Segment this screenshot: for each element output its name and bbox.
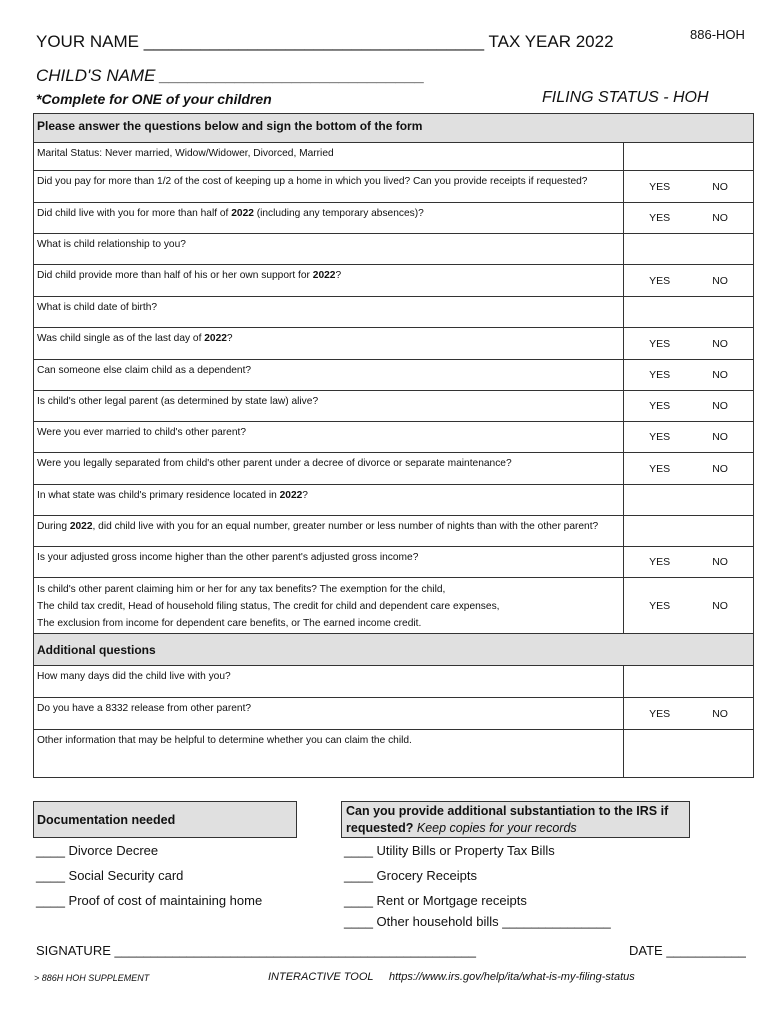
sub-item-utility-bills[interactable]: ____ Utility Bills or Property Tax Bills bbox=[344, 843, 555, 858]
table-row bbox=[34, 422, 754, 453]
filing-status-title: FILING STATUS - HOH bbox=[542, 89, 709, 106]
no-option[interactable]: NO bbox=[712, 369, 728, 381]
answer-field[interactable] bbox=[624, 730, 754, 778]
yes-option[interactable]: YES bbox=[649, 274, 671, 287]
answer-field[interactable] bbox=[624, 516, 754, 547]
table-row bbox=[34, 698, 754, 730]
table-row bbox=[34, 143, 754, 171]
footer-tool: INTERACTIVE TOOL bbox=[268, 971, 374, 983]
table-row bbox=[34, 730, 754, 778]
question-text: Do you have a 8332 release from other parent? bbox=[34, 698, 624, 730]
yes-option[interactable]: YES bbox=[649, 599, 671, 612]
question-text: Other information that may be helpful to determine whether you can claim the child. bbox=[34, 730, 624, 778]
table-row bbox=[34, 453, 754, 485]
table-row bbox=[34, 516, 754, 547]
form-id: 886-HOH bbox=[690, 27, 745, 42]
no-option[interactable]: NO bbox=[712, 599, 728, 612]
yes-no-field[interactable] bbox=[624, 360, 754, 391]
table-row bbox=[34, 666, 754, 698]
sub-item-grocery-receipts[interactable]: ____ Grocery Receipts bbox=[344, 868, 477, 883]
section-title: Please answer the questions below and sign the bottom of the form bbox=[34, 114, 754, 143]
footer-url[interactable]: https://www.irs.gov/help/ita/what-is-my-filing-status bbox=[389, 971, 635, 983]
answer-field[interactable] bbox=[624, 666, 754, 698]
no-option[interactable]: NO bbox=[712, 212, 728, 224]
question-text: How many days did the child live with you? bbox=[34, 666, 624, 698]
question-text: Marital Status: Never married, Widow/Widower, Divorced, Married bbox=[34, 143, 624, 171]
table-row bbox=[34, 265, 754, 297]
doc-item-social-security-card[interactable]: ____ Social Security card bbox=[36, 868, 184, 883]
answer-field[interactable] bbox=[624, 234, 754, 265]
yes-no-field[interactable] bbox=[624, 547, 754, 578]
yes-option[interactable]: YES bbox=[649, 556, 671, 568]
your-name-line[interactable]: YOUR NAME ____________________________________ TAX YEAR 2022 bbox=[36, 32, 614, 51]
question-text: Is child's other legal parent (as determined by state law) alive? bbox=[34, 391, 624, 422]
table-row bbox=[34, 203, 754, 234]
no-option[interactable]: NO bbox=[712, 400, 728, 412]
table-row bbox=[34, 485, 754, 516]
question-text: What is child relationship to you? bbox=[34, 234, 624, 265]
yes-no-field[interactable] bbox=[624, 578, 754, 634]
yes-option[interactable]: YES bbox=[649, 180, 671, 193]
no-option[interactable]: NO bbox=[712, 707, 728, 720]
question-text: Was child single as of the last day of 2022? bbox=[34, 328, 624, 360]
table-row bbox=[34, 547, 754, 578]
doc-item-proof-of-cost[interactable]: ____ Proof of cost of maintaining home bbox=[36, 893, 263, 908]
date-line[interactable]: DATE ___________ bbox=[629, 943, 746, 958]
table-row bbox=[34, 297, 754, 328]
yes-no-field[interactable] bbox=[624, 422, 754, 453]
answer-field[interactable] bbox=[624, 297, 754, 328]
yes-no-field[interactable] bbox=[624, 453, 754, 485]
yes-option[interactable]: YES bbox=[649, 462, 671, 475]
yes-option[interactable]: YES bbox=[649, 369, 671, 381]
doc-item-divorce-decree[interactable]: ____ Divorce Decree bbox=[36, 843, 159, 858]
yes-option[interactable]: YES bbox=[649, 431, 671, 443]
question-text: Is your adjusted gross income higher than the other parent's adjusted gross income? bbox=[34, 547, 624, 578]
documentation-needed-box: Documentation needed bbox=[33, 801, 297, 838]
question-text: During 2022, did child live with you for an equal number, greater number or less number of nights than with the other parent? bbox=[34, 516, 624, 547]
question-text: Is child's other parent claiming him or her for any tax benefits? The exemption for the child, The child tax credit, Head of household filing status, The credit for child and dependent care expenses, The exclusion from income for dependent care benefits, or The earned income credit. bbox=[34, 578, 624, 634]
question-text: Can someone else claim child as a dependent? bbox=[34, 360, 624, 391]
question-text: Were you legally separated from child's other parent under a decree of divorce or separate maintenance? bbox=[34, 453, 624, 485]
yes-option[interactable]: YES bbox=[649, 337, 671, 350]
yes-no-field[interactable] bbox=[624, 391, 754, 422]
table-row bbox=[34, 234, 754, 265]
sub-item-other-bills[interactable]: ____ Other household bills _______________ bbox=[344, 914, 611, 929]
section-title: Additional questions bbox=[34, 634, 754, 666]
answer-field[interactable] bbox=[624, 485, 754, 516]
question-text: Did child provide more than half of his or her own support for 2022? bbox=[34, 265, 624, 297]
no-option[interactable]: NO bbox=[712, 337, 728, 350]
table-row bbox=[34, 171, 754, 203]
question-text: In what state was child's primary residence located in 2022? bbox=[34, 485, 624, 516]
question-text: Did you pay for more than 1/2 of the cost of keeping up a home in which you lived? Can you provide receipts if requested? bbox=[34, 171, 624, 203]
no-option[interactable]: NO bbox=[712, 274, 728, 287]
yes-option[interactable]: YES bbox=[649, 400, 671, 412]
table-row bbox=[34, 391, 754, 422]
table-row bbox=[34, 360, 754, 391]
no-option[interactable]: NO bbox=[712, 462, 728, 475]
yes-no-field[interactable] bbox=[624, 203, 754, 234]
sub-item-rent-receipts[interactable]: ____ Rent or Mortgage receipts bbox=[344, 893, 527, 908]
your-name-label: YOUR NAME bbox=[36, 32, 139, 51]
substantiation-box: Can you provide additional substantiation to the IRS if requested? Keep copies for your records bbox=[341, 801, 690, 838]
yes-no-field[interactable] bbox=[624, 698, 754, 730]
yes-no-field[interactable] bbox=[624, 171, 754, 203]
date-label: DATE bbox=[629, 943, 663, 958]
signature-label: SIGNATURE bbox=[36, 943, 111, 958]
tax-year-label: TAX YEAR 2022 bbox=[488, 32, 614, 51]
answer-field[interactable] bbox=[624, 143, 754, 171]
question-text: What is child date of birth? bbox=[34, 297, 624, 328]
no-option[interactable]: NO bbox=[712, 180, 728, 193]
table-row bbox=[34, 578, 754, 634]
yes-option[interactable]: YES bbox=[649, 707, 671, 720]
table-row bbox=[34, 328, 754, 360]
question-text: Were you ever married to child's other parent? bbox=[34, 422, 624, 453]
childs-name-line[interactable]: CHILD'S NAME ____________________________ bbox=[36, 66, 425, 85]
signature-line[interactable]: SIGNATURE __________________________________________________ bbox=[36, 943, 477, 958]
yes-option[interactable]: YES bbox=[649, 212, 671, 224]
footer-supplement: > 886H HOH SUPPLEMENT bbox=[34, 973, 150, 983]
instruction-note: *Complete for ONE of your children bbox=[36, 91, 272, 107]
no-option[interactable]: NO bbox=[712, 556, 728, 568]
childs-name-label: CHILD'S NAME bbox=[36, 66, 156, 85]
questions-table bbox=[33, 113, 754, 778]
yes-no-field[interactable] bbox=[624, 328, 754, 360]
yes-no-field[interactable] bbox=[624, 265, 754, 297]
no-option[interactable]: NO bbox=[712, 431, 728, 443]
question-text: Did child live with you for more than half of 2022 (including any temporary absences)? bbox=[34, 203, 624, 234]
